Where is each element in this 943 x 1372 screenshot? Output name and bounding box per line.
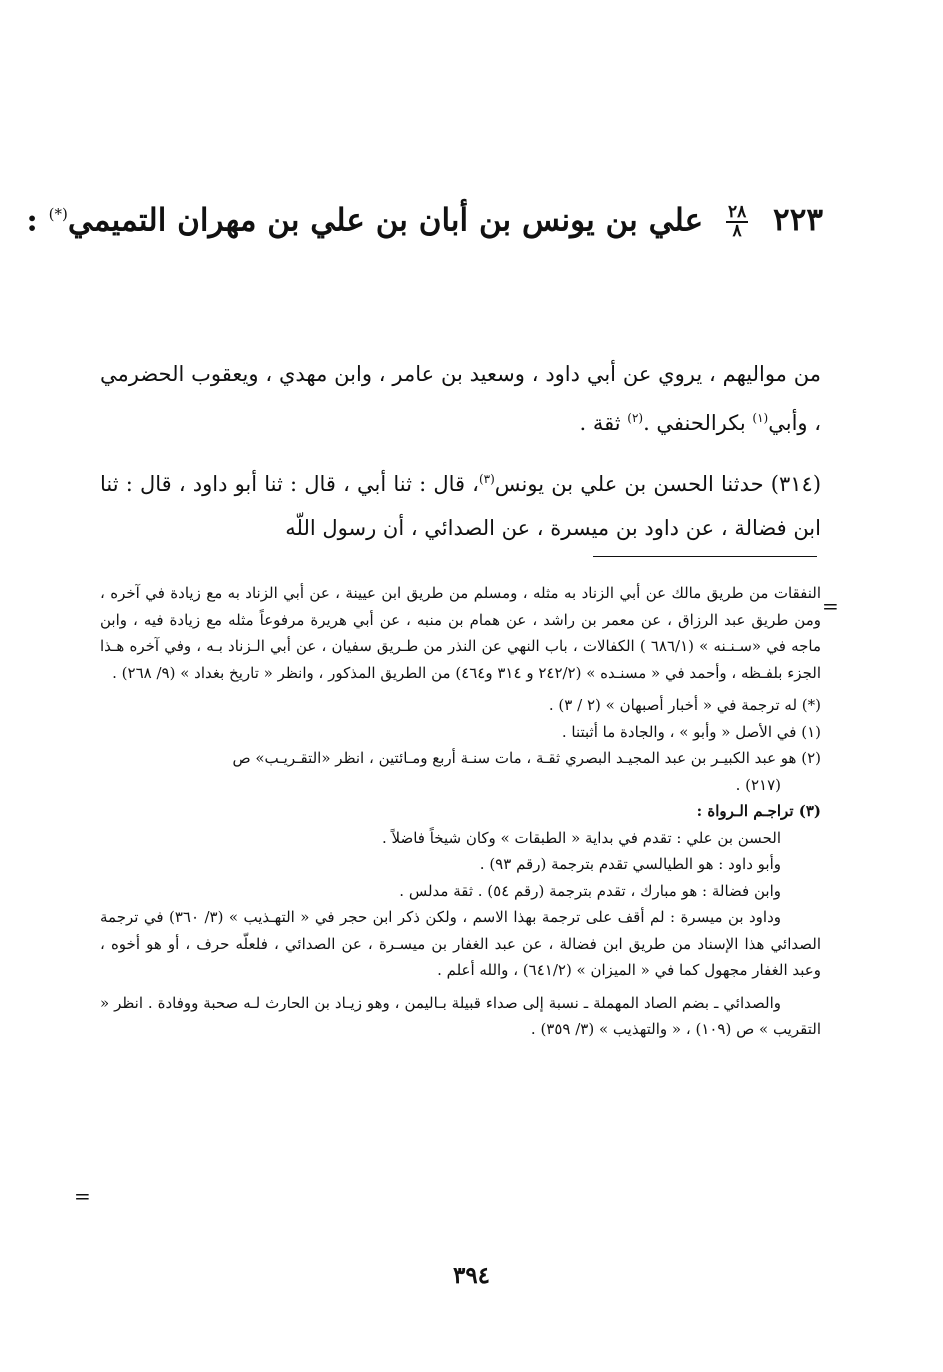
footnote-2-end: (٢١٧) . bbox=[735, 775, 781, 794]
footnote-separator bbox=[593, 556, 817, 557]
footnote-continuation: النفقات من طريق مالك عن أبي الزناد به مثله ، ومسلم من طريق ابن عيينة ، عن أبي الزناد به مع زيادة في آخره ، ومن طريق عبد الرزاق ، عن معمر بن راشد ، عن همام بن منبه ، عن أبي هريرة مرفوعاً مثله مع زيادة فيه ، وابن ماجه في «سـنـنه » (٦٨٦/١ ) الكفالات ، باب النهي عن النذر من طـريق سفيان ، عن أبي الـزناد بـه ، وفي آخره هـذا الجزء بلفـظه ، وأحمد في « مسنـده » (٢٤٢/٢ و ٣١٤ و٤٦٤) من الطريق المذكور ، وانظر « تاريخ بغداد » (٩/ ٢٦٨) . bbox=[100, 584, 822, 682]
p2-part2: ، قال : ثنا أبي ، قال : ثنا أبو داود ، قال : ثنا ابن فضالة ، عن داود بن ميسرة ، عن الصدائي ، أن رسول اللّه bbox=[100, 472, 821, 540]
entry-name: علي بن يونس بن أبان بن علي بن مهران التميمي bbox=[67, 202, 704, 239]
paragraph-1 bbox=[100, 352, 821, 445]
footnote-ref-1: (١) bbox=[752, 411, 769, 425]
footnote-3-line-2: وأبو داود : هو الطيالسي تقدم بترجمة (رقم ٩٣) . bbox=[479, 855, 781, 873]
p2-part1: (٣١٤) حدثنا الحسن بن علي بن يونس bbox=[494, 472, 822, 496]
footnote-3-line-1: الحسن بن علي : تقدم في بداية « الطبقات » وكان شيخاً فاضلاً . bbox=[381, 828, 781, 847]
entry-heading bbox=[26, 192, 823, 242]
entry-colon: : bbox=[26, 202, 38, 239]
fraction-top: ٢٨ bbox=[727, 201, 747, 222]
footnote-3-line-5: والصدائي ـ بضم الصاد المهملة ـ نسبة إلى صداء قبيلة بـاليمن ، وهو زيـاد بن الحارث لـه صحبة ووفادة . انظر « التقريب » ص (١٠٩) ، « والتهذيب » (٣/ ٣٥٩) . bbox=[100, 993, 821, 1038]
footnotes bbox=[100, 580, 821, 1043]
p1-part2: بكرالحنفي . bbox=[643, 411, 753, 435]
fraction-bottom: ٨ bbox=[732, 220, 742, 241]
continuation-mark: = bbox=[822, 594, 839, 618]
paragraph-2 bbox=[100, 457, 821, 550]
footnote-3-title: (٣) تراجـم الـرواة : bbox=[696, 802, 821, 820]
end-mark: = bbox=[74, 1184, 91, 1208]
entry-marker: (*) bbox=[48, 205, 68, 223]
footnote-2: (٢) هو عبد الكبيـر بن عبد المجيـد البصري ثقـة ، مات سنـة أربع ومـائتين ، انظر «التقـريـب» ص bbox=[232, 749, 821, 767]
entry-number: ٢٢٣ bbox=[773, 202, 823, 239]
footnote-star: (*) له ترجمة في « أخبار أصبهان » (٢ / ٣) . bbox=[548, 696, 821, 714]
page-number: ٣٩٤ bbox=[452, 1262, 491, 1289]
footnote-1: (١) في الأصل « وأبو » ، والجادة ما أثبتنا . bbox=[561, 722, 821, 741]
footnote-3-line-4: وداود بن ميسرة : لم أقف على ترجمة بهذا الاسم ، ولكن ذكر ابن حجر في « التهـذيب » (٣/ ٣٦٠) في ترجمة الصدائي هذا الإسناد من طريق ابن فضالة ، عن عبد الغفار بن ميسـرة ، عن الصدائي ، فلعلّه حرف ، أو هو أخوه ، وعبد الغفار مجهول كما في « الميزان » (٦٤١/٢) ، والله أعلم . bbox=[100, 908, 821, 979]
p1-part3: ثقة . bbox=[579, 411, 628, 435]
footnote-ref-3: (٣) bbox=[478, 472, 495, 486]
main-text bbox=[100, 352, 821, 550]
footnote-ref-2: (٢) bbox=[627, 411, 644, 425]
footnote-3-line-3: وابن فضالة : هو مبارك ، تقدم بترجمة (رقم ٥٤) . ثقة مدلس . bbox=[399, 881, 781, 900]
p1-part1: من مواليهم ، يروي عن أبي داود ، وسعيد بن عامر ، وابن مهدي ، ويعقوب الحضرمي ، وأبي bbox=[100, 362, 821, 435]
entry-fraction bbox=[726, 201, 748, 241]
